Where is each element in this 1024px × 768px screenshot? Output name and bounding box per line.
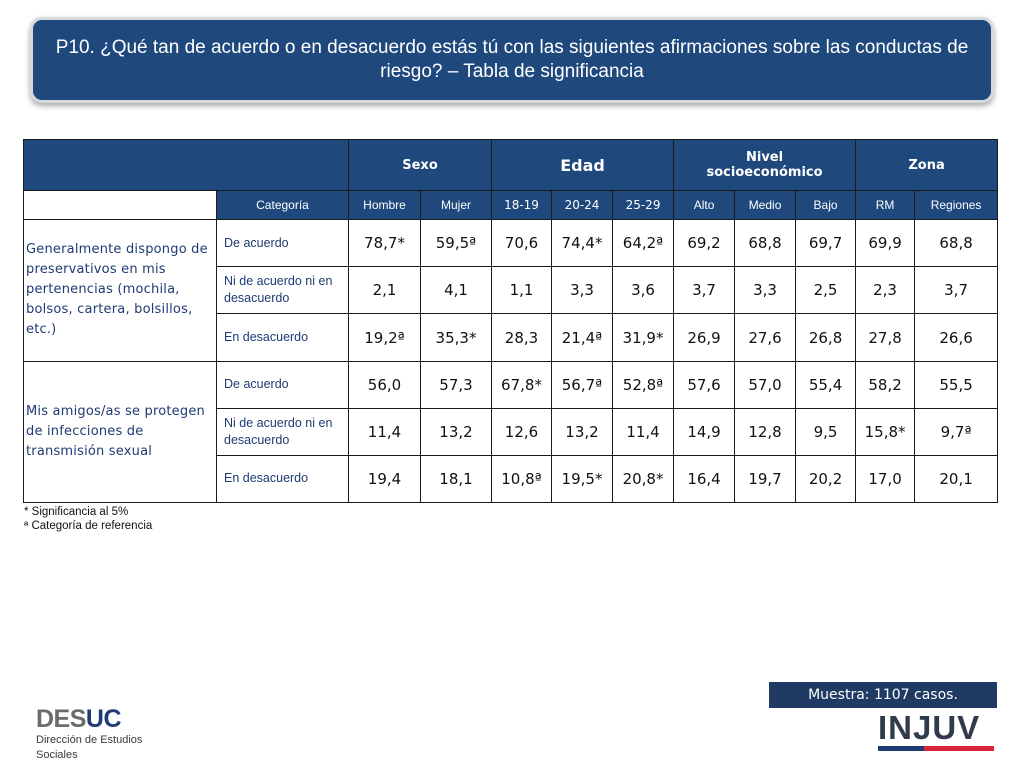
value-cell: 70,6 [492, 220, 552, 267]
value-cell: 19,7 [735, 455, 796, 502]
value-cell: 13,2 [552, 408, 613, 455]
value-cell: 3,3 [552, 267, 613, 314]
header-mujer: Mujer [421, 191, 492, 220]
footnotes [24, 505, 152, 533]
desuc-subtitle-line1: Dirección de Estudios [36, 734, 143, 746]
statement-label: Mis amigos/as se protegen de infecciones de transmisión sexual [24, 361, 217, 502]
value-cell: 17,0 [856, 455, 915, 502]
value-cell: 68,8 [735, 220, 796, 267]
value-cell: 78,7* [349, 220, 421, 267]
value-cell: 20,2 [796, 455, 856, 502]
table-row [24, 361, 998, 408]
table-row [24, 220, 998, 267]
value-cell: 19,2ª [349, 314, 421, 361]
injuv-flag-bar [878, 746, 994, 751]
value-cell: 20,8* [613, 455, 674, 502]
value-cell: 52,8ª [613, 361, 674, 408]
reference-note: ª Categoría de referencia [24, 520, 153, 532]
value-cell: 3,7 [915, 267, 998, 314]
value-cell: 56,7ª [552, 361, 613, 408]
injuv-wordmark: INJUV [878, 709, 981, 746]
value-cell: 55,4 [796, 361, 856, 408]
header-25-29: 25-29 [613, 191, 674, 220]
value-cell: 56,0 [349, 361, 421, 408]
header-regiones: Regiones [915, 191, 998, 220]
injuv-bar-blue [878, 746, 924, 751]
slide-title: P10. ¿Qué tan de acuerdo o en desacuerdo estás tú con las siguientes afirmaciones sobre las conductas de riesgo? – Tabla de significancia [30, 17, 994, 103]
value-cell: 57,0 [735, 361, 796, 408]
value-cell: 9,5 [796, 408, 856, 455]
value-cell: 59,5ª [421, 220, 492, 267]
sub-header-row [24, 191, 998, 220]
value-cell: 9,7ª [915, 408, 998, 455]
injuv-logo [878, 709, 994, 751]
value-cell: 27,6 [735, 314, 796, 361]
injuv-bar-red [924, 746, 994, 751]
value-cell: 10,8ª [492, 455, 552, 502]
value-cell: 2,5 [796, 267, 856, 314]
category-cell: En desacuerdo [217, 455, 349, 502]
value-cell: 1,1 [492, 267, 552, 314]
value-cell: 14,9 [674, 408, 735, 455]
category-cell: Ni de acuerdo ni en desacuerdo [217, 267, 349, 314]
header-18-19: 18-19 [492, 191, 552, 220]
value-cell: 26,9 [674, 314, 735, 361]
value-cell: 27,8 [856, 314, 915, 361]
value-cell: 64,2ª [613, 220, 674, 267]
header-bajo: Bajo [796, 191, 856, 220]
value-cell: 3,3 [735, 267, 796, 314]
value-cell: 21,4ª [552, 314, 613, 361]
desuc-subtitle-line2: Sociales [36, 749, 78, 761]
header-zona: Zona [856, 140, 998, 191]
category-cell: De acuerdo [217, 220, 349, 267]
header-sexo: Sexo [349, 140, 492, 191]
desuc-logo [36, 706, 142, 762]
value-cell: 16,4 [674, 455, 735, 502]
desuc-wordmark [36, 706, 142, 732]
statement-label: Generalmente dispongo de preservativos en mis pertenencias (mochila, bolsos, cartera, bolsillos, etc.) [24, 220, 217, 361]
significance-note: * Significancia al 5% [24, 506, 129, 518]
value-cell: 26,6 [915, 314, 998, 361]
value-cell: 19,4 [349, 455, 421, 502]
header-medio: Medio [735, 191, 796, 220]
value-cell: 2,1 [349, 267, 421, 314]
header-edad: Edad [492, 140, 674, 191]
header-rm: RM [856, 191, 915, 220]
header-blank-cell [24, 140, 349, 191]
desuc-wordmark-text: DESUC [36, 705, 122, 733]
value-cell: 12,8 [735, 408, 796, 455]
header-nse: Nivel socioeconómico [674, 140, 856, 191]
value-cell: 69,9 [856, 220, 915, 267]
group-header-row [24, 140, 998, 191]
value-cell: 74,4* [552, 220, 613, 267]
value-cell: 58,2 [856, 361, 915, 408]
header-hombre: Hombre [349, 191, 421, 220]
value-cell: 69,2 [674, 220, 735, 267]
value-cell: 67,8* [492, 361, 552, 408]
value-cell: 31,9* [613, 314, 674, 361]
value-cell: 19,5* [552, 455, 613, 502]
value-cell: 69,7 [796, 220, 856, 267]
header-spacer-cell [24, 191, 217, 220]
header-alto: Alto [674, 191, 735, 220]
value-cell: 35,3* [421, 314, 492, 361]
value-cell: 4,1 [421, 267, 492, 314]
value-cell: 3,6 [613, 267, 674, 314]
significance-table [23, 139, 998, 503]
category-cell: De acuerdo [217, 361, 349, 408]
header-20-24: 20-24 [552, 191, 613, 220]
category-cell: En desacuerdo [217, 314, 349, 361]
value-cell: 26,8 [796, 314, 856, 361]
value-cell: 3,7 [674, 267, 735, 314]
header-categoria: Categoría [217, 191, 349, 220]
sample-size-label: Muestra: 1107 casos. [769, 682, 997, 708]
value-cell: 55,5 [915, 361, 998, 408]
value-cell: 11,4 [613, 408, 674, 455]
value-cell: 20,1 [915, 455, 998, 502]
value-cell: 12,6 [492, 408, 552, 455]
value-cell: 57,3 [421, 361, 492, 408]
value-cell: 28,3 [492, 314, 552, 361]
value-cell: 68,8 [915, 220, 998, 267]
value-cell: 57,6 [674, 361, 735, 408]
value-cell: 11,4 [349, 408, 421, 455]
category-cell: Ni de acuerdo ni en desacuerdo [217, 408, 349, 455]
value-cell: 13,2 [421, 408, 492, 455]
value-cell: 15,8* [856, 408, 915, 455]
value-cell: 2,3 [856, 267, 915, 314]
value-cell: 18,1 [421, 455, 492, 502]
